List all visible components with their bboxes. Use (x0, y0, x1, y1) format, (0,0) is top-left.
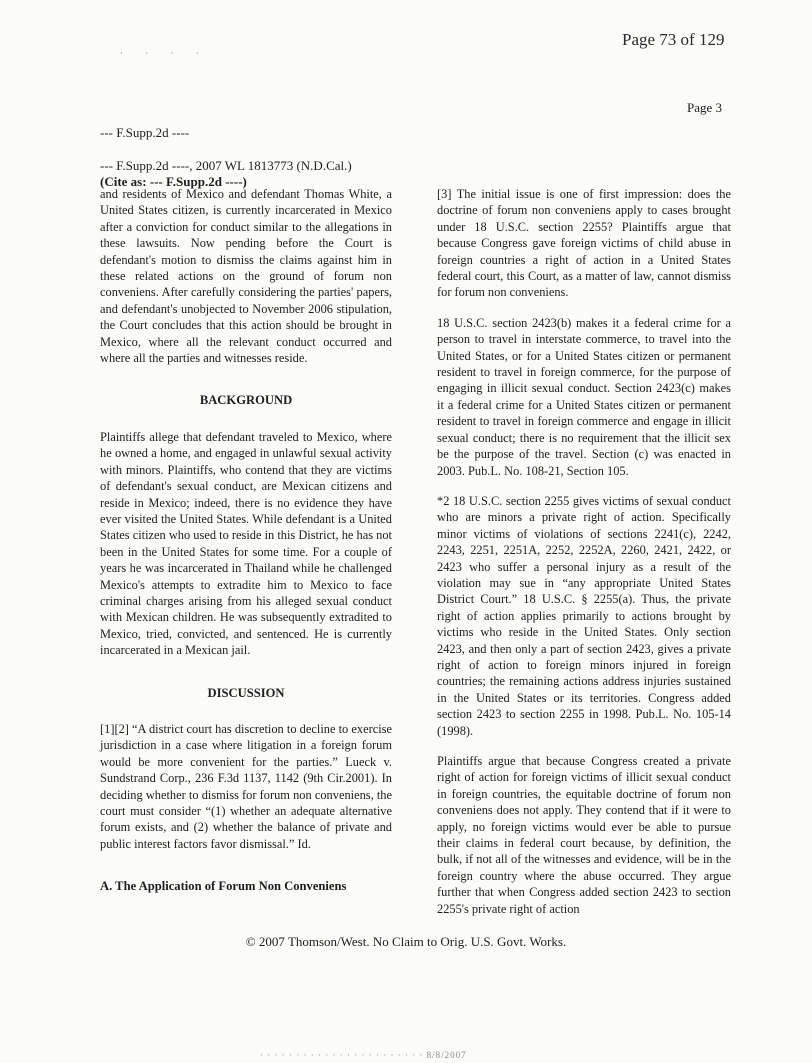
right-paragraph-1: [3] The initial issue is one of first impression: does the doctrine of forum non conveniens apply to cases brought under 18 U.S.C. section 2255? Plaintiffs argue that because Congress gave foreign victims of child abuse in foreign countries a right of action in a United States federal court, this Court, as a matter of law, cannot dismiss for forum non conveniens. (437, 187, 731, 300)
citation-line: --- F.Supp.2d ----, 2007 WL 1813773 (N.D.Cal.) (100, 158, 352, 173)
reporter-line: --- F.Supp.2d ---- (100, 125, 190, 140)
cite-as-line: (Cite as: --- F.Supp.2d ----) (100, 174, 247, 189)
discussion-heading: DISCUSSION (207, 685, 285, 700)
page-label: Page 3 (687, 100, 723, 115)
left-paragraph-1: and residents of Mexico and defendant Thomas White, a United States citizen, is currently incarcerated in Mexico after a conviction for conduct similar to the allegations in these lawsuits. Now pending before the Court is defendant's motion to dismiss the claims against him in these related actions on the ground of forum non conveniens. After carefully considering the parties' papers, and defendant's unobjected to November 2006 stipulation, the Court concludes that this action should be brought in Mexico, where all the relevant conduct occurred and where all the parties and witnesses reside. (100, 187, 392, 366)
right-paragraph-2: 18 U.S.C. section 2423(b) makes it a federal crime for a person to travel in interstate commerce, to travel into the United States, or for a United States citizen or permanent resident to travel in foreign commerce, for the purpose of engaging in illicit sexual conduct. Section 2423(c) makes it a federal crime for a United States citizen or permanent resident to travel in foreign commerce and engage in illicit sexual conduct; there is no requirement that the illicit sex be the purpose of the travel. Section (c) was enacted in 2003. Pub.L. No. 108-21, Section 105. (437, 315, 731, 478)
copyright-footer: © 2007 Thomson/West. No Claim to Orig. U.S. Govt. Works. (245, 934, 567, 949)
left-paragraph-2: Plaintiffs allege that defendant traveled to Mexico, where he owned a home, and engaged in unlawful sexual activity with minors. Plaintiffs, who contend that they are victims of defendant's sexual conduct, are Mexican citizens and reside in Mexico; indeed, there is no evidence they have ever visited the United States. While defendant is a United States citizen who used to reside in this District, he has not been in the United States for some time. For a couple of years he was incarcerated in Thailand while he challenged Mexico's attempts to extradite him to Mexico to face criminal charges arising from his alleged sexual conduct with Mexican children. He was subsequently extradited to Mexico, tried, convicted, and sentenced. He is currently incarcerated in a Mexican jail. (100, 429, 392, 658)
left-column (100, 186, 392, 895)
page-count: Page 73 of 129 (622, 30, 725, 49)
application-heading: A. The Application of Forum Non Conveniens (100, 879, 347, 894)
background-heading: BACKGROUND (199, 393, 293, 408)
print-footer-trace: · · · · · · · · · · · · · · · · · · · · · · · 8/8/2007 (260, 1050, 467, 1060)
right-paragraph-3: *2 18 U.S.C. section 2255 gives victims of sexual conduct who are minors a private right of action. Specifically minor victims of violations of sections 2241(c), 2242, 2243, 2251, 2251A, 2252, 2252A, 2260, 2421, 2422, or 2423 who suffer a personal injury as a result of the violation may sue in “any appropriate United States District Court.” 18 U.S.C. § 2255(a). Thus, the private right of action applies primarily to actions brought by victims who reside in the United States. Only section 2423, and then only a part of section 2423, gives a private right of action to foreign minors injured in foreign countries; the remaining actions address injuries sustained in the United States or its territories. Congress added section 2423 to section 2255 in 1998. Pub.L. No. 105-14 (1998). (437, 493, 731, 738)
left-paragraph-3: [1][2] “A district court has discretion to decline to exercise jurisdiction in a case where litigation in a foreign forum would be more convenient for the parties.” Lueck v. Sundstrand Corp., 236 F.3d 1137, 1142 (9th Cir.2001). In deciding whether to dismiss for forum non conveniens, the court must consider “(1) whether an adequate alternative forum exists, and (2) whether the balance of private and public interest factors favor dismissal.” Id. (100, 721, 392, 851)
scan-specks: · · · · (120, 48, 209, 58)
right-column (437, 186, 731, 931)
right-paragraph-4: Plaintiffs argue that because Congress created a private right of action for foreign victims of illicit sexual conduct in foreign countries, the equitable doctrine of forum non conveniens does not apply. They contend that if it were to apply, no foreign victims would ever be able to pursue their claims in federal court because, by definition, the bulk, if not all of the witnesses and evidence, will be in the foreign country where the abuse occurred. They argue further that when Congress added section 2423 to section 2255's private right of action (437, 754, 731, 916)
